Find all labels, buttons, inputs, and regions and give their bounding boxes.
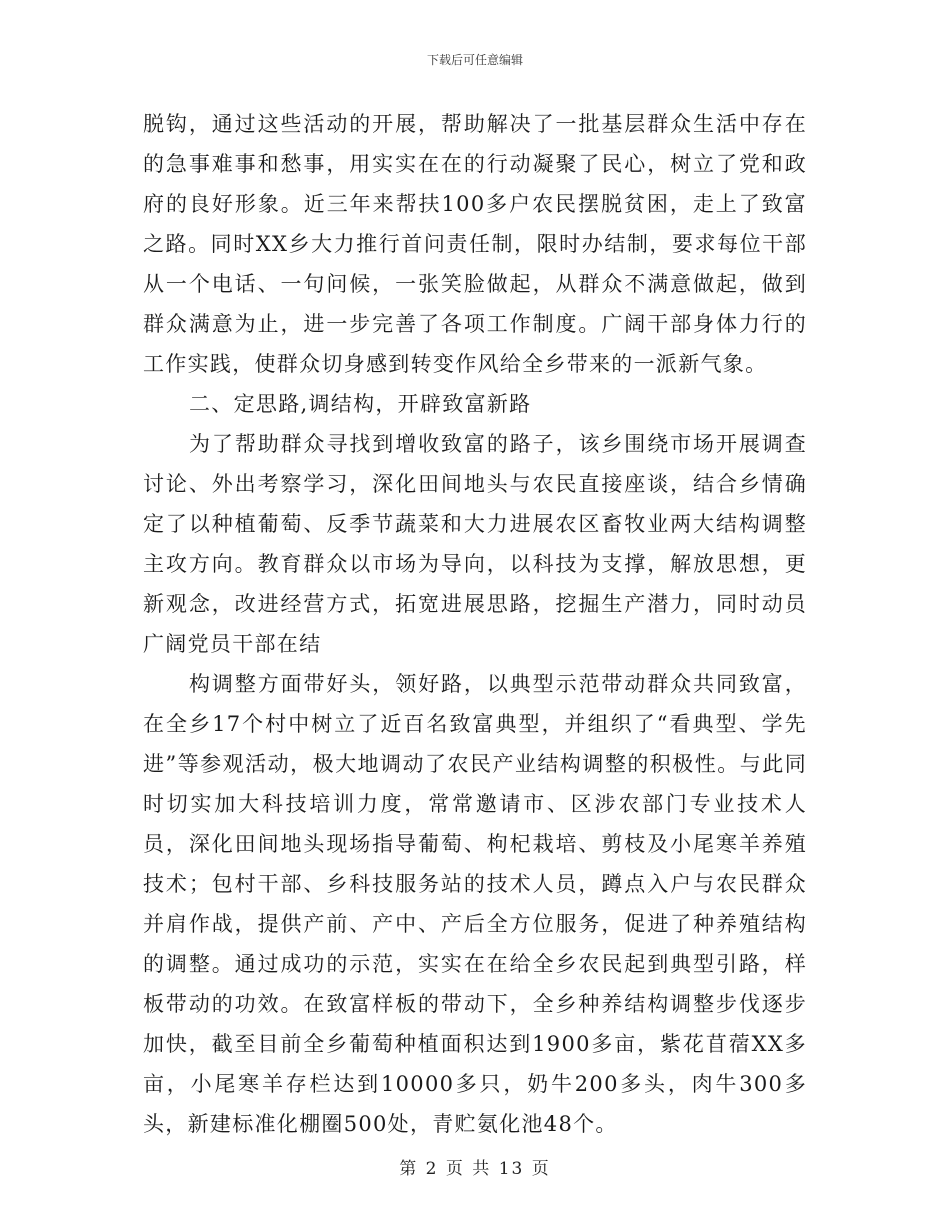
document-body bbox=[143, 104, 807, 1144]
paragraph-structure-intro: 为了帮助群众寻找到增收致富的路子，该乡围绕市场开展调查讨论、外出考察学习，深化田间地头与农民直接座谈，结合乡情确定了以种植葡萄、反季节蔬菜和大力进展农区畜牧业两大结构调整主攻方向。教育群众以市场为导向，以科技为支撑，解放思想，更新观念，改进经营方式，拓宽进展思路，挖掘生产潜力，同时动员广阔党员干部在结 bbox=[143, 432, 807, 656]
paragraph-continuation: 脱钩，通过这些活动的开展，帮助解决了一批基层群众生活中存在的急事难事和愁事，用实实在在的行动凝聚了民心，树立了党和政府的良好形象。近三年来帮扶100多户农民摆脱贫困，走上了致富之路。同时XX乡大力推行首问责任制，限时办结制，要求每位干部从一个电话、一句问候，一张笑脸做起，从群众不满意做起，做到群众满意为止，进一步完善了各项工作制度。广阔干部身体力行的工作实践，使群众切身感到转变作风给全乡带来的一派新气象。 bbox=[143, 112, 807, 376]
page-header: 下载后可任意编辑 bbox=[426, 53, 523, 67]
section-heading: 二、定思路,调结构，开辟致富新路 bbox=[189, 392, 532, 416]
paragraph-structure-results: 构调整方面带好头，领好路，以典型示范带动群众共同致富，在全乡17个村中树立了近百名致富典型，并组织了“看典型、学先进”等参观活动，极大地调动了农民产业结构调整的积极性。与此同时切实加大科技培训力度，常常邀请市、区涉农部门专业技术人员，深化田间地头现场指导葡萄、枸杞栽培、剪枝及小尾寒羊养殖技术；包村干部、乡科技服务站的技术人员，蹲点入户与农民群众并肩作战，提供产前、产中、产后全方位服务，促进了种养殖结构的调整。通过成功的示范，实实在在给全乡农民起到典型引路，样板带动的功效。在致富样板的带动下，全乡种养结构调整步伐逐步加快，截至目前全乡葡萄种植面积达到1900多亩，紫花苜蓿XX多亩，小尾寒羊存栏达到10000多只，奶牛200多头，肉牛300多头，新建标准化棚圈500处，青贮氨化池48个。 bbox=[143, 672, 807, 1136]
page-footer: 第 2 页 共 13 页 bbox=[399, 1159, 551, 1179]
